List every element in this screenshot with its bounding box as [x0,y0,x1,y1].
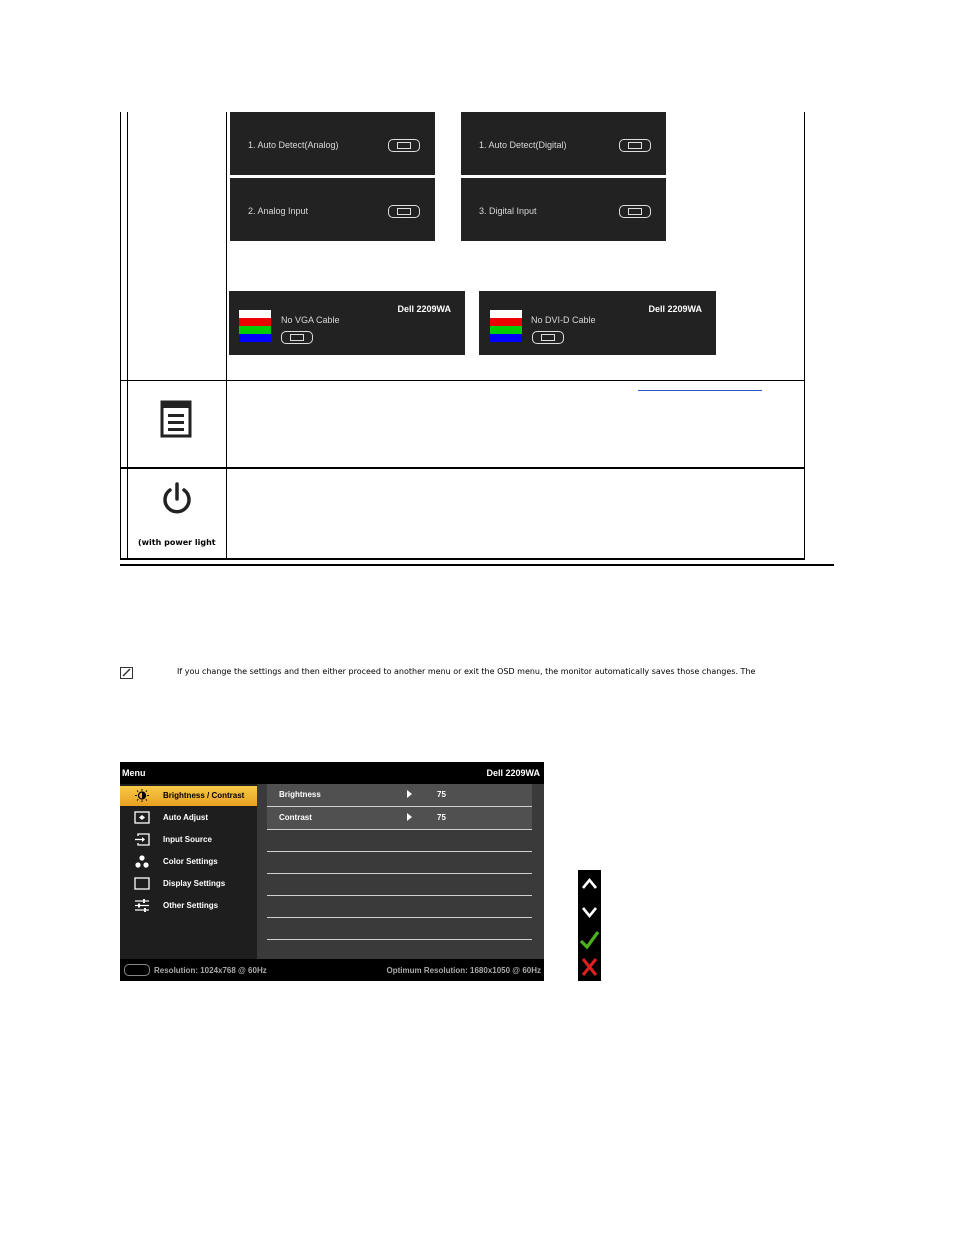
submenu-row-empty [267,829,532,852]
osd-main-menu [120,762,544,981]
no-cable-message: No DVI-D Cable [531,315,596,325]
current-resolution: Resolution: 1024x768 @ 60Hz [154,966,267,975]
menu-item-display-settings[interactable] [120,874,257,894]
menu-item-label: Input Source [163,835,212,844]
no-dvi-cable-box [479,291,716,355]
menu-link[interactable] [638,390,762,391]
osd-title: Menu [122,768,146,778]
menu-item-auto-adjust[interactable] [120,808,257,828]
note-icon [120,667,133,679]
menu-item-brightness-contrast[interactable] [120,786,257,806]
row-value: 75 [437,790,446,799]
vga-connector-icon [281,331,313,344]
dvi-connector-icon [619,139,651,152]
osd-submenu [257,784,544,959]
table-border-left-inner [127,112,128,559]
row-value: 75 [437,813,446,822]
up-arrow-icon[interactable] [581,876,598,892]
row-name: Contrast [279,813,312,822]
power-caption: (with power light [138,538,216,547]
input-tile-auto-digital [461,112,666,175]
submenu-row-empty [267,917,532,940]
down-arrow-icon[interactable] [581,904,598,920]
tile-label: 1. Auto Detect(Digital) [479,140,567,150]
menu-item-label: Other Settings [163,901,219,910]
auto-adjust-icon [134,811,150,824]
model-name: Dell 2209WA [648,304,702,314]
section-rule [120,564,834,566]
optimum-resolution: Optimum Resolution: 1680x1050 @ 60Hz [386,966,541,975]
vga-connector-icon [124,964,150,976]
submenu-row-empty [267,895,532,918]
table-row-divider [120,467,805,469]
table-border-left [120,112,121,559]
table-row-divider [120,380,805,381]
power-icon [160,482,194,516]
table-col-divider [226,112,227,559]
color-settings-icon [134,855,150,868]
table-border-right [804,112,805,559]
arrow-right-icon [407,813,412,821]
input-source-icon [134,833,150,846]
submenu-row-brightness[interactable] [267,784,532,807]
vga-connector-icon [388,205,420,218]
vga-connector-icon [388,139,420,152]
osd-menu-list [120,784,257,959]
menu-item-other-settings[interactable] [120,896,257,916]
dvi-connector-icon [532,331,564,344]
arrow-right-icon [407,790,412,798]
menu-item-label: Display Settings [163,879,226,888]
model-name: Dell 2209WA [397,304,451,314]
tile-label: 3. Digital Input [479,206,537,216]
check-icon[interactable] [579,930,600,950]
menu-item-input-source[interactable] [120,830,257,850]
submenu-row-empty [267,851,532,874]
menu-button-icon [160,400,192,438]
submenu-row-empty [267,873,532,896]
no-vga-cable-box [229,291,465,355]
osd-title-bar [120,762,544,784]
other-settings-icon [134,899,150,912]
input-tile-analog [230,178,435,241]
submenu-row-contrast[interactable] [267,807,532,830]
color-bars-icon [490,310,522,342]
no-cable-message: No VGA Cable [281,315,340,325]
close-icon[interactable] [581,957,598,977]
menu-item-label: Color Settings [163,857,218,866]
dvi-connector-icon [619,205,651,218]
color-bars-icon [239,310,271,342]
menu-item-label: Brightness / Contrast [163,791,245,800]
input-tile-digital [461,178,666,241]
tile-label: 1. Auto Detect(Analog) [248,140,339,150]
osd-footer [120,959,544,981]
osd-model: Dell 2209WA [486,768,540,778]
display-settings-icon [134,877,150,890]
menu-item-label: Auto Adjust [163,813,209,822]
input-tile-auto-analog [230,112,435,175]
note-text: If you change the settings and then either proceed to another menu or exit the OSD menu, the monitor automatically saves those changes. The [177,667,756,676]
brightness-icon [134,789,150,802]
tile-label: 2. Analog Input [248,206,309,216]
menu-item-color-settings[interactable] [120,852,257,872]
row-name: Brightness [279,790,321,799]
osd-button-strip [578,870,601,981]
table-border-bottom [120,558,805,560]
